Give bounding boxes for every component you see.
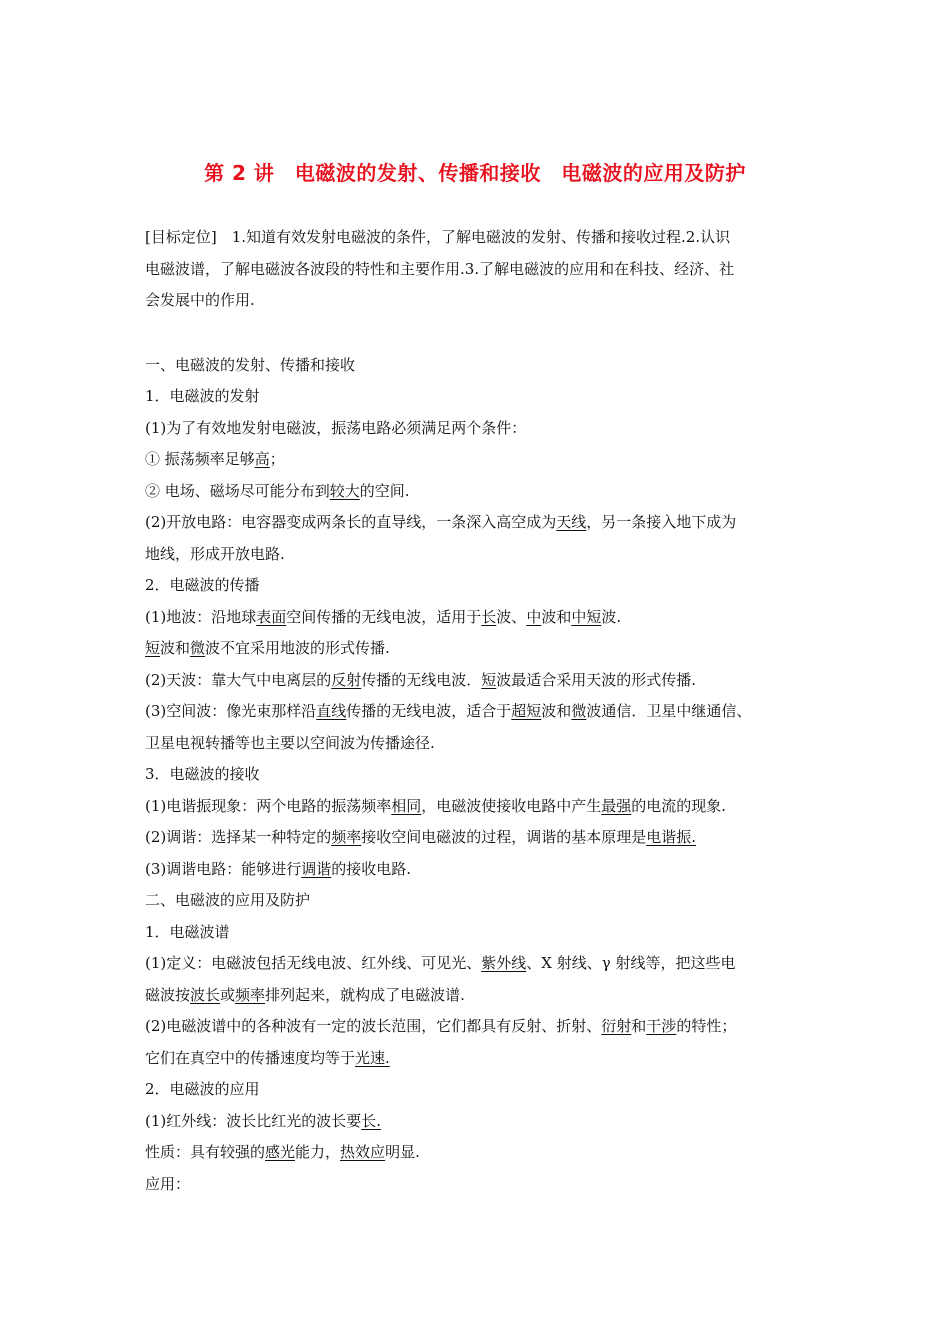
underlined-answer: 超短 [511,702,542,720]
text-segment: 波最适合采用天波的形式传播. [496,670,697,689]
underlined-answer: 光速. [355,1048,390,1067]
text-segment: (3)调谐电路：能够进行 [145,859,302,878]
text-segment: (2)电磁波谱中的各种波有一定的波长范围，它们都具有反射、折射、 [145,1017,602,1035]
text-line [145,1169,825,1201]
underlined-answer: 长 [481,607,497,626]
underlined-answer: 表面 [256,607,287,626]
underlined-answer: 频率 [235,985,266,1004]
text-line [145,822,825,854]
text-line [145,507,825,539]
text-segment: 、X 射线、γ 射线等，把这些电 [526,954,736,972]
underlined-answer: 最强 [601,796,632,815]
text-line [145,444,825,476]
text-line [145,413,825,445]
underlined-answer: 紫外线 [481,954,527,972]
text-segment: 磁波按 [145,985,191,1004]
text-segment: ② 电场、磁场尽可能分布到 [145,481,330,500]
text-segment: 2．电磁波的传播 [145,576,260,594]
underlined-answer: 调谐 [301,859,332,878]
text-line [145,728,825,760]
text-line [145,1043,825,1075]
text-segment: 2．电磁波的应用 [145,1080,260,1098]
text-line [145,602,825,634]
underlined-answer: 直线 [316,702,347,720]
text-line [145,1137,825,1169]
text-segment: (1)定义：电磁波包括无线电波、红外线、可见光、 [145,954,482,972]
text-segment: 应用： [145,1174,191,1193]
text-line [145,1011,825,1043]
underlined-answer: 微 [190,639,206,657]
underlined-answer: 感光 [265,1143,296,1161]
text-segment: 和 [631,1017,647,1035]
text-line [145,570,825,602]
text-segment: (2)调谐：选择某一种特定的 [145,828,332,846]
underlined-answer: 相同 [391,796,422,815]
text-line [145,791,825,823]
underlined-answer: 长. [361,1111,382,1130]
text-segment: 地线，形成开放电路. [145,544,285,563]
text-segment: 会发展中的作用. [145,291,255,309]
text-segment: (1)为了有效地发射电磁波，振荡电路必须满足两个条件： [145,418,527,437]
text-line [145,350,825,382]
text-line [145,222,825,254]
underlined-answer: 短 [145,639,161,657]
text-segment: (1)电谐振现象：两个电路的振荡频率 [145,796,392,815]
text-segment: 的电流的现象. [631,796,727,815]
body-text [145,222,825,1200]
page-title: 第 2 讲 电磁波的发射、传播和接收 电磁波的应用及防护 [204,161,746,185]
underlined-answer: 较大 [329,481,360,500]
text-segment: 波和 [541,702,572,720]
text-segment: 的特性； [676,1017,737,1035]
text-segment: 二、电磁波的应用及防护 [145,891,311,909]
underlined-answer: 反射 [331,670,362,689]
text-line [145,1106,825,1138]
text-segment: 或 [220,985,236,1004]
text-line [145,381,825,413]
text-line [145,476,825,508]
underlined-answer: 衍射 [601,1017,632,1035]
text-segment: 明显. [385,1143,420,1161]
underlined-answer: 频率 [331,828,362,846]
text-line [145,254,825,286]
text-segment: (1)红外线：波长比红光的波长要 [145,1111,362,1130]
text-segment: ； [269,450,285,468]
text-segment: (1)地波：沿地球 [145,607,257,626]
text-segment: ，另一条接入地下成为 [586,513,737,531]
text-line [145,980,825,1012]
text-segment: 3．电磁波的接收 [145,765,260,783]
text-segment: 的接收电路. [331,859,412,878]
text-line [145,917,825,949]
underlined-answer: 干涉 [646,1017,677,1035]
text-segment: 波和 [160,639,191,657]
text-segment: 卫星电视转播等也主要以空间波为传播途径. [145,733,435,752]
text-segment: (3)空间波：像光束那样沿 [145,702,317,720]
text-segment: 传播的无线电波． [361,670,482,689]
text-line [145,539,825,571]
text-segment: 1．电磁波谱 [145,922,230,941]
text-line [145,1074,825,1106]
text-segment: 能力， [295,1143,341,1161]
text-segment: 一、电磁波的发射、传播和接收 [145,355,356,374]
text-segment: 1．电磁波的发射 [145,387,260,405]
text-segment: (2)开放电路：电容器变成两条长的直导线，一条深入高空成为 [145,513,557,531]
text-segment: [目标定位] 1.知道有效发射电磁波的条件，了解电磁波的发射、传播和接收过程.2.认识 [145,228,731,246]
paragraph-gap [145,317,825,350]
text-segment: 波通信．卫星中继通信、 [586,702,752,720]
text-segment: 电磁波谱，了解电磁波各波段的特性和主要作用.3.了解电磁波的应用和在科技、经济、社 [145,259,735,278]
text-line [145,885,825,917]
underlined-answer: 微 [571,702,587,720]
underlined-answer: 电谐振. [646,828,697,846]
text-segment: 空间传播的无线电波，适用于 [286,607,482,626]
text-segment: 波、 [496,607,527,626]
underlined-answer: 高 [254,450,270,468]
text-line [145,854,825,886]
text-segment: ① 振荡频率足够 [145,450,255,468]
text-segment: ，电磁波使接收电路中产生 [421,796,602,815]
text-segment: 波和 [541,607,572,626]
text-segment: 接收空间电磁波的过程，调谐的基本原理是 [361,828,647,846]
text-segment: 波不宜采用地波的形式传播. [205,639,390,657]
underlined-answer: 短 [481,670,497,689]
underlined-answer: 热效应 [340,1143,386,1161]
text-segment: 的空间. [359,481,410,500]
text-line [145,759,825,791]
text-line [145,948,825,980]
text-segment: 波. [601,607,622,626]
text-line [145,665,825,697]
underlined-answer: 波长 [190,985,221,1004]
text-line [145,633,825,665]
text-segment: 传播的无线电波，适合于 [346,702,512,720]
text-segment: (2)天波：靠大气中电离层的 [145,670,332,689]
text-segment: 排列起来，就构成了电磁波谱. [265,985,465,1004]
underlined-answer: 中 [526,607,542,626]
underlined-answer: 天线 [556,513,587,531]
underlined-answer: 中短 [571,607,602,626]
text-segment: 它们在真空中的传播速度均等于 [145,1048,356,1067]
text-line [145,696,825,728]
text-segment: 性质：具有较强的 [145,1143,266,1161]
text-line [145,285,825,317]
